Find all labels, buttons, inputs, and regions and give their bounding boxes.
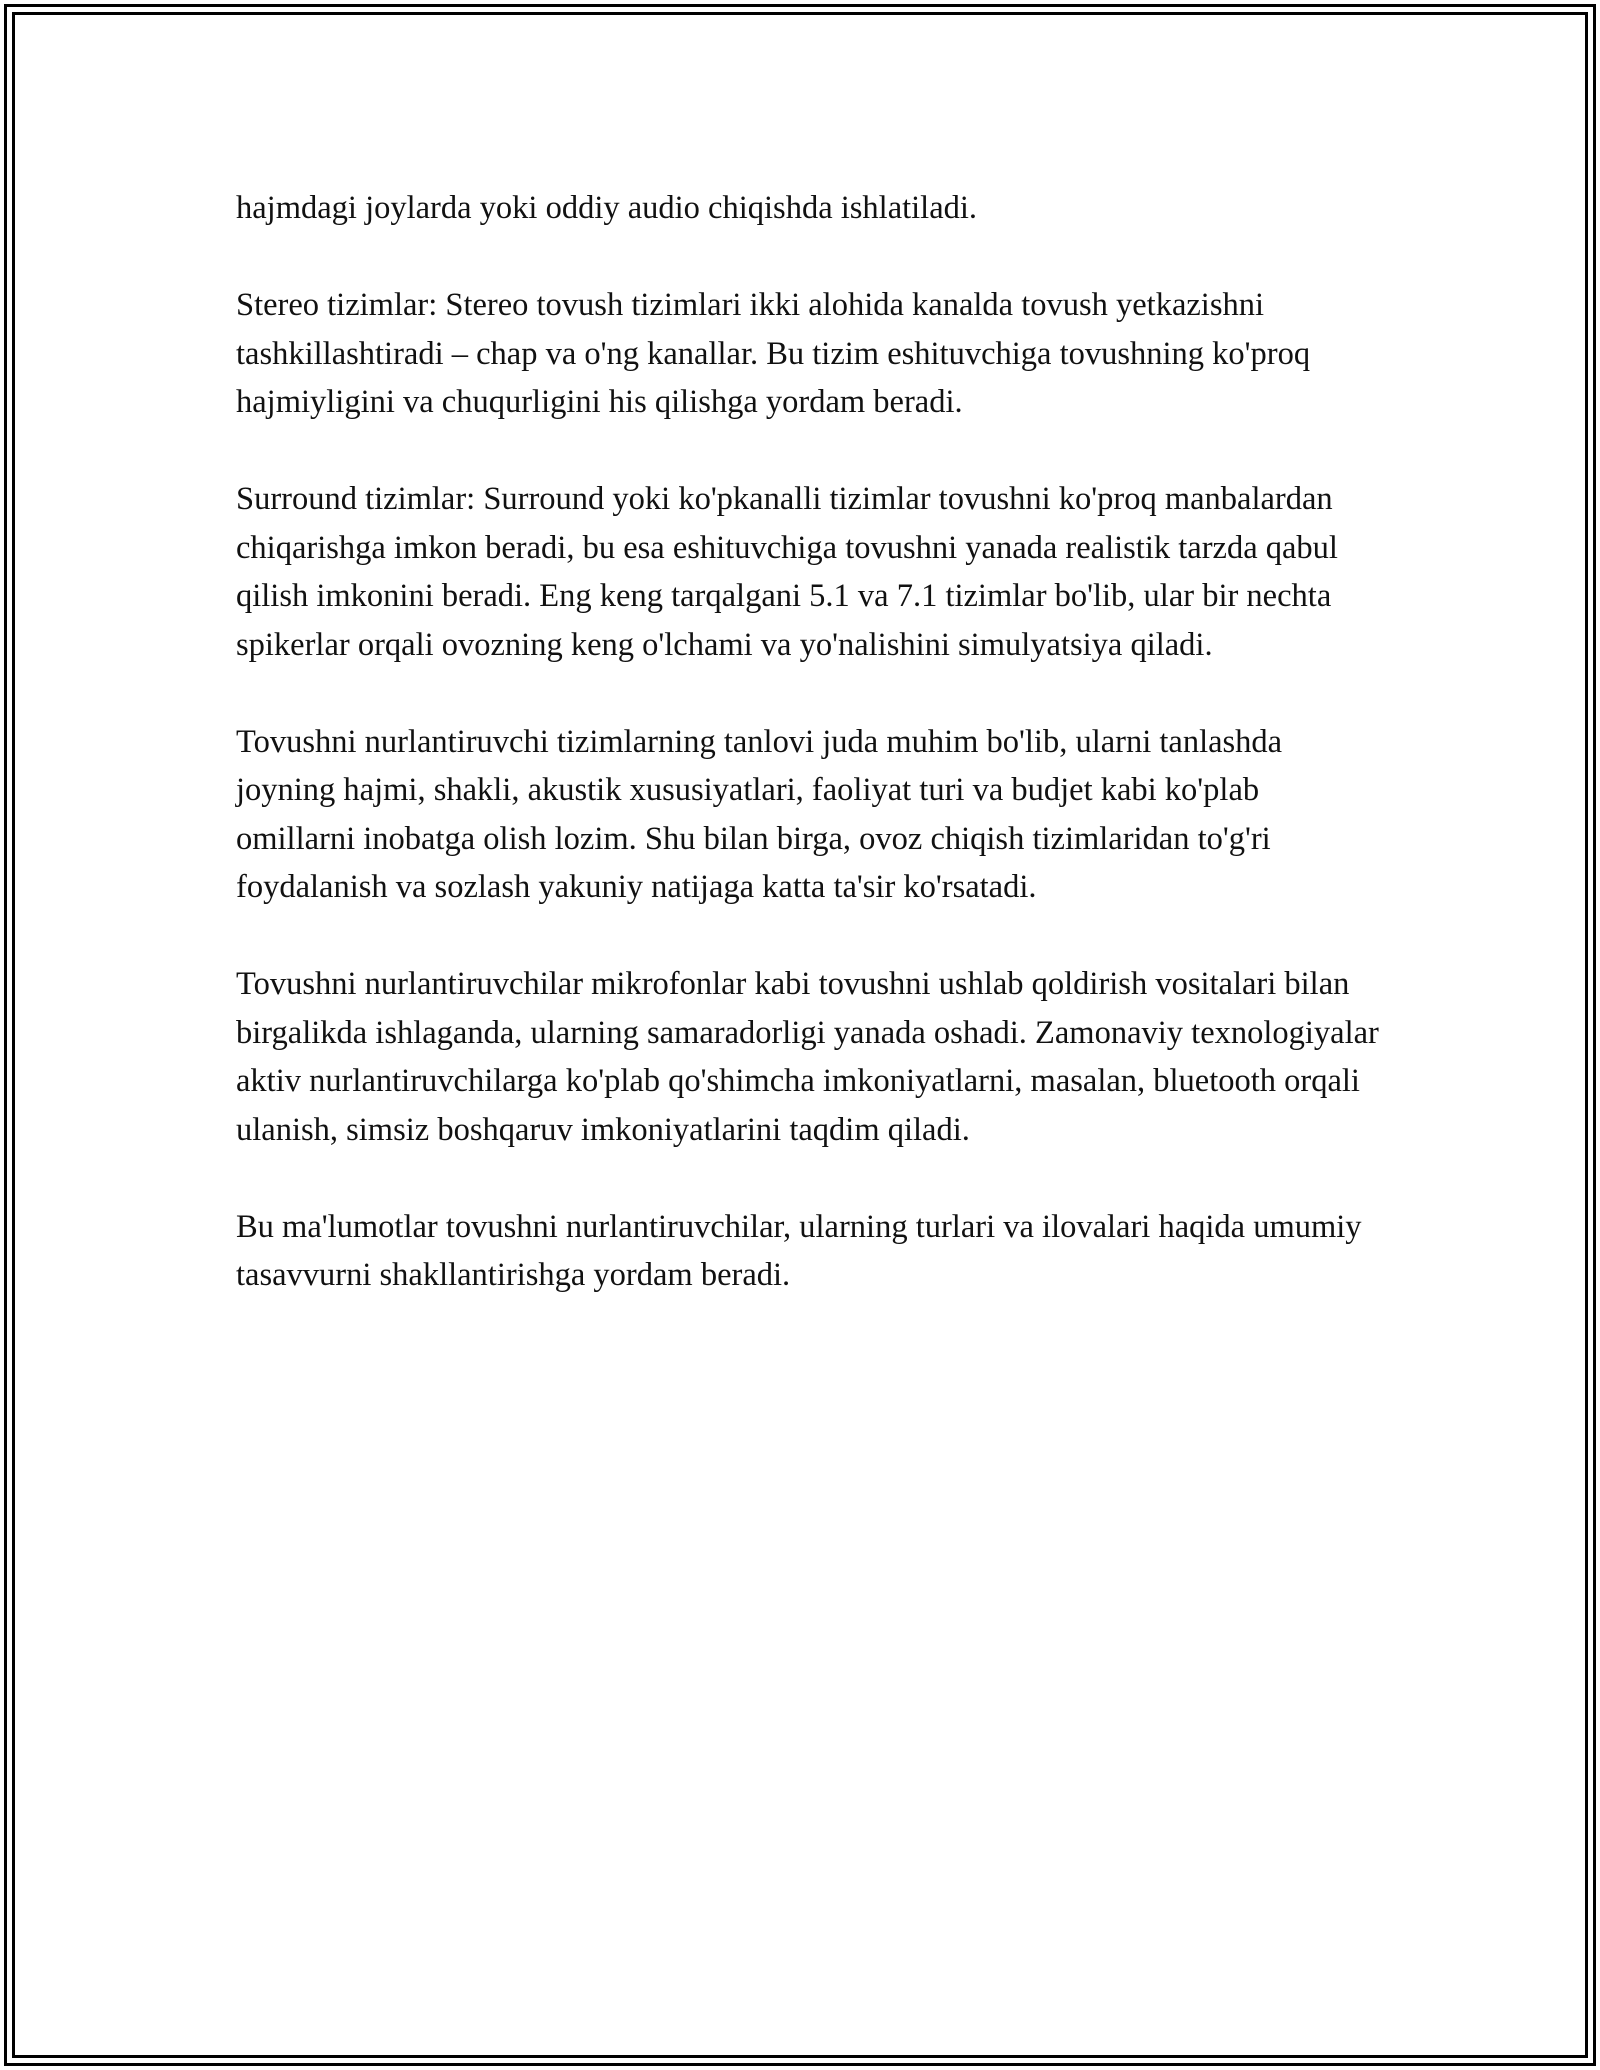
- paragraph: Stereo tizimlar: Stereo tovush tizimlari ikki alohida kanalda tovush yetkazishni tashkillashtiradi – chap va o'ng kanallar. Bu tizim eshituvchiga tovushning ko'proq hajmiyligini va chuqurligini his qilishga yordam beradi.: [236, 287, 1311, 420]
- paragraph: hajmdagi joylarda yoki oddiy audio chiqishda ishlatiladi.: [236, 190, 978, 226]
- paragraph: Tovushni nurlantiruvchi tizimlarning tanlovi juda muhim bo'lib, ularni tanlashda joyning hajmi, shakli, akustik xususiyatlari, faoliyat turi va budjet kabi ko'plab omillarni inobatga olish lozim. Shu bilan birga, ovoz chiqish tizimlaridan to'g'ri foydalanish va sozlash yakuniy natijaga katta ta'sir ko'rsatadi.: [236, 723, 1283, 905]
- paragraph: Surround tizimlar: Surround yoki ko'pkanalli tizimlar tovushni ko'proq manbalardan chiqarishga imkon beradi, bu esa eshituvchiga tovushni yanada realistik tarzda qabul qilish imkonini beradi. Eng keng tarqalgani 5.1 va 7.1 tizimlar bo'lib, ular bir nechta spikerlar orqali ovozning keng o'lchami va yo'nalishini simulyatsiya qiladi.: [236, 481, 1338, 663]
- paragraph: Bu ma'lumotlar tovushni nurlantiruvchilar, ularning turlari va ilovalari haqida umumiy tasavvurni shakllantirishga yordam beradi.: [236, 1208, 1362, 1293]
- paragraph: Tovushni nurlantiruvchilar mikrofonlar kabi tovushni ushlab qoldirish vositalari bilan birgalikda ishlaganda, ularning samaradorligi yanada oshadi. Zamonaviy texnologiyalar aktiv nurlantiruvchilarga ko'plab qo'shimcha imkoniyatlarni, masalan, bluetooth orqali ulanish, simsiz boshqaruv imkoniyatlarini taqdim qiladi.: [236, 966, 1379, 1148]
- document-body: [236, 184, 1386, 1348]
